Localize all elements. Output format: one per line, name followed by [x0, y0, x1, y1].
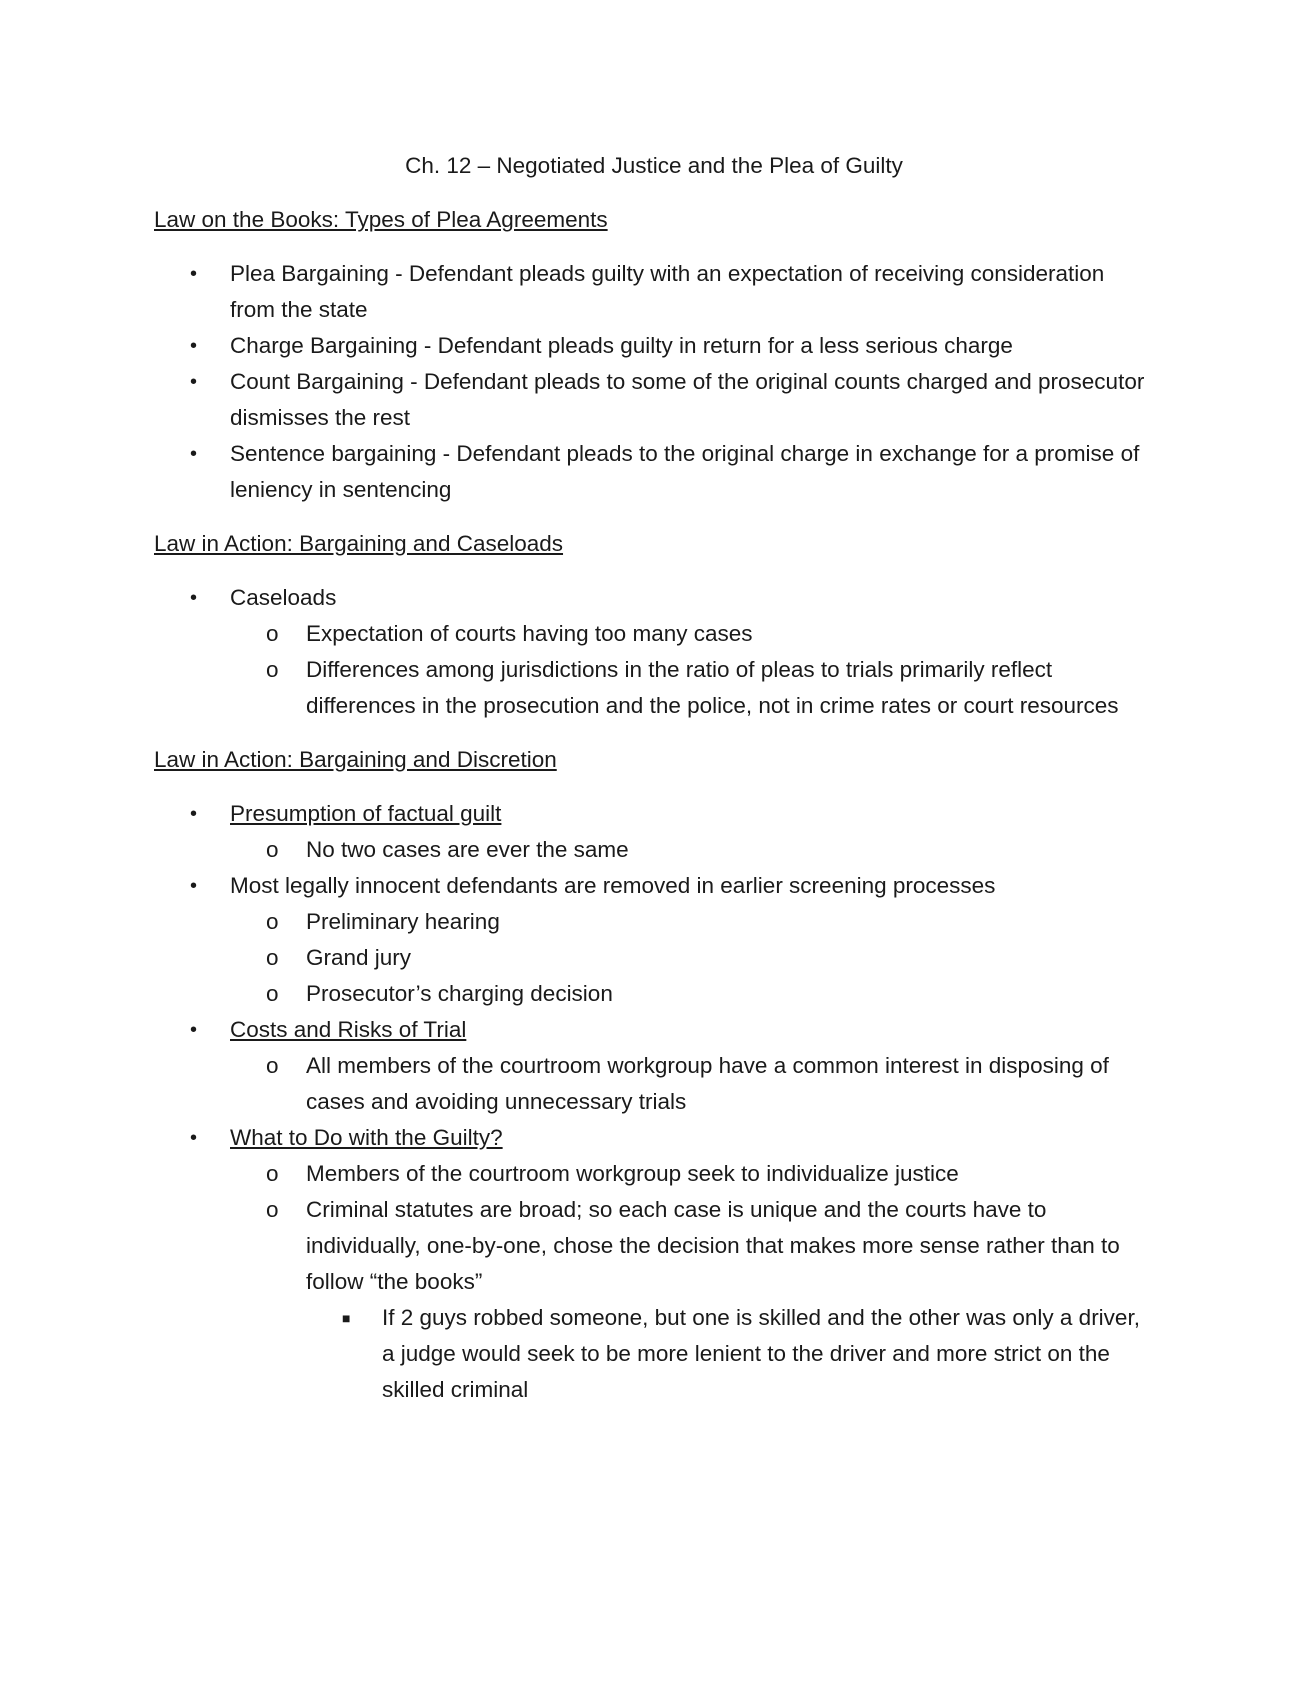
sub-list-item: o Preliminary hearing: [230, 904, 1154, 940]
bullet-circle-icon: o: [266, 909, 279, 934]
bullet-dot-icon: •: [190, 875, 198, 897]
list-item: • Most legally innocent defendants are removed in earlier screening processes o Preliminary hearing o Grand jury o Prosecutor’s charging decision: [154, 868, 1154, 1012]
bullet-circle-icon: o: [266, 1053, 279, 1078]
list-item: • Costs and Risks of Trial o All members of the courtroom workgroup have a common interest in disposing of cases and avoiding unnecessary trials: [154, 1012, 1154, 1120]
bullet-dot-icon: •: [190, 443, 198, 465]
bullet-dot-icon: •: [190, 803, 198, 825]
list-item: • Caseloads o Expectation of courts having too many cases o Differences among jurisdictions in the ratio of pleas to trials primarily reflect differences in the prosecution and the police, not in crime rates or court resources: [154, 580, 1154, 724]
bullet-dot-icon: •: [190, 371, 198, 393]
sub-list-item: o No two cases are ever the same: [230, 832, 1154, 868]
bullet-dot-icon: •: [190, 335, 198, 357]
section-heading-bargaining-and-caseloads: Law in Action: Bargaining and Caseloads: [154, 531, 564, 556]
document-page: [154, 148, 1154, 1426]
bullet-dot-icon: •: [190, 1127, 198, 1149]
bullet-list: [154, 796, 1154, 1408]
list-item: • Presumption of factual guilt o No two cases are ever the same: [154, 796, 1154, 868]
bullet-list: [154, 256, 1154, 508]
sub-list-item: o Members of the courtroom workgroup seek to individualize justice: [230, 1156, 1154, 1192]
bullet-circle-icon: o: [266, 981, 279, 1006]
sub-sub-list: [306, 1300, 1154, 1408]
document-title: Ch. 12 – Negotiated Justice and the Plea of Guilty: [405, 153, 903, 178]
sub-sub-list-item: ■ If 2 guys robbed someone, but one is skilled and the other was only a driver, a judge would seek to be more lenient to the driver and more strict on the skilled criminal: [306, 1300, 1154, 1408]
sub-list-item: o Criminal statutes are broad; so each case is unique and the courts have to individually, one-by-one, chose the decision that makes more sense rather than to follow “the books” ■ If 2 guys robbed someone, but one is skilled and the other was only a driver, a judge would seek to be more lenient to the driver and more strict on the skilled criminal: [230, 1192, 1154, 1408]
bullet-circle-icon: o: [266, 1161, 279, 1186]
bullet-square-icon: ■: [342, 1310, 351, 1326]
sub-list: [230, 1048, 1154, 1120]
list-item: • Count Bargaining - Defendant pleads to some of the original counts charged and prosecutor dismisses the rest: [154, 364, 1154, 436]
list-item: • Sentence bargaining - Defendant pleads to the original charge in exchange for a promise of leniency in sentencing: [154, 436, 1154, 508]
bullet-dot-icon: •: [190, 1019, 198, 1041]
sub-list-item: o Prosecutor’s charging decision: [230, 976, 1154, 1012]
sub-list-item: o Expectation of courts having too many cases: [230, 616, 1154, 652]
bullet-circle-icon: o: [266, 837, 279, 862]
sub-list: [230, 904, 1154, 1012]
bullet-dot-icon: •: [190, 263, 198, 285]
bullet-circle-icon: o: [266, 945, 279, 970]
sub-list: [230, 1156, 1154, 1408]
section-heading-types-of-plea-agreements: Law on the Books: Types of Plea Agreements: [154, 207, 608, 232]
bullet-circle-icon: o: [266, 1197, 279, 1222]
section-heading-bargaining-and-discretion: Law in Action: Bargaining and Discretion: [154, 747, 557, 772]
list-item: • Charge Bargaining - Defendant pleads guilty in return for a less serious charge: [154, 328, 1154, 364]
bullet-dot-icon: •: [190, 587, 198, 609]
sub-list: [230, 832, 1154, 868]
sub-list-item: o All members of the courtroom workgroup have a common interest in disposing of cases and avoiding unnecessary trials: [230, 1048, 1154, 1120]
sub-list-item: o Differences among jurisdictions in the ratio of pleas to trials primarily reflect differences in the prosecution and the police, not in crime rates or court resources: [230, 652, 1154, 724]
bullet-circle-icon: o: [266, 621, 279, 646]
bullet-list: [154, 580, 1154, 724]
sub-list-item: o Grand jury: [230, 940, 1154, 976]
list-item: • What to Do with the Guilty? o Members of the courtroom workgroup seek to individualize justice o Criminal statutes are broad; so each case is unique and the courts have to individually, one-by-one, chose the decision that makes more sense rather than to follow “the books” ■ If 2 guys robbed someone, but one is skilled and the other was only a driver, a judge would seek to be more lenient to the driver and more strict on the skilled criminal: [154, 1120, 1154, 1408]
list-item: • Plea Bargaining - Defendant pleads guilty with an expectation of receiving consideration from the state: [154, 256, 1154, 328]
sub-list: [230, 616, 1154, 724]
bullet-circle-icon: o: [266, 657, 279, 682]
